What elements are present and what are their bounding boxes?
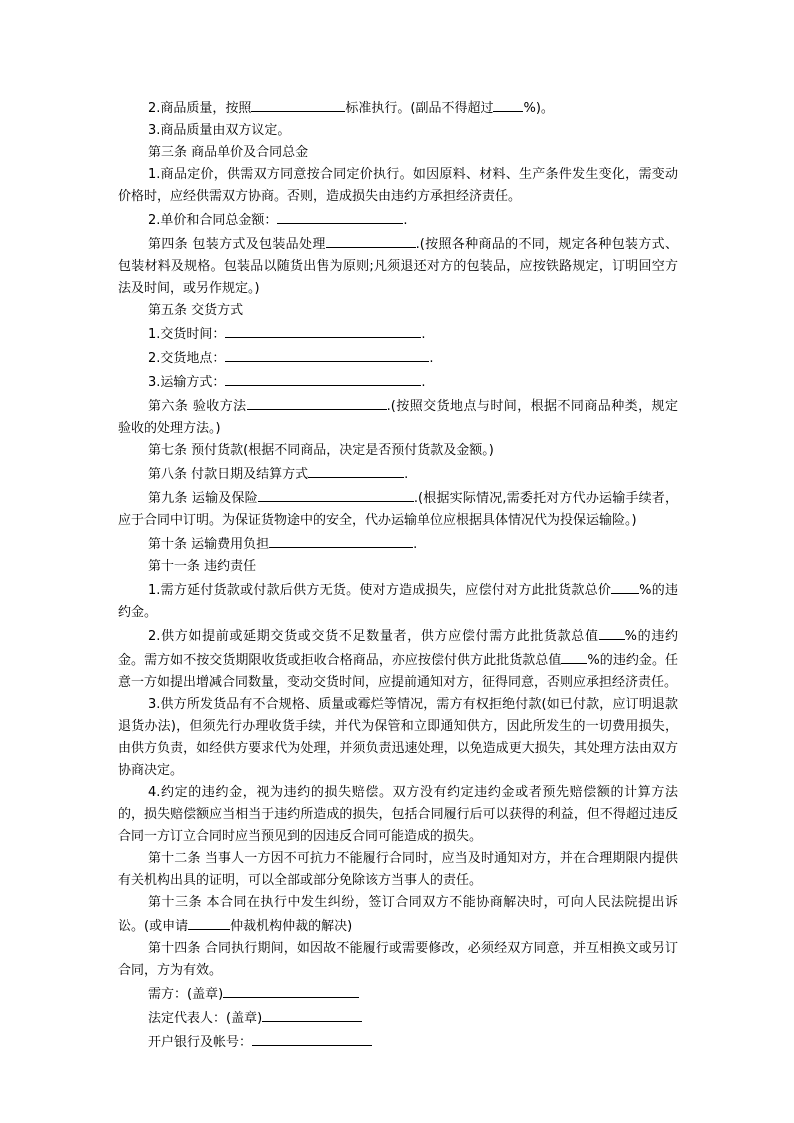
article-7-prepayment: 第七条 预付货款(根据不同商品，决定是否预付货款及金额。)	[148, 443, 494, 458]
liability-2b-blank	[561, 648, 587, 664]
bank-account-blank	[252, 1030, 372, 1046]
article-5-heading: 第五条 交货方式	[148, 303, 244, 318]
article-13-disputes: 第十三条 本合同在执行中发生纠纷，签订合同双方不能协商解决时，可向人民法院提出诉讼。(或申请 仲裁机构仲裁的解决)	[118, 895, 678, 934]
article-12-force-majeure: 第十二条 当事人一方因不可抗力不能履行合同时，应当及时通知对方，并在合理期限内提供有关机构出具的证明，可以全部或部分免除该方当事人的责任。	[118, 851, 678, 888]
freight-blank	[269, 532, 413, 548]
article-14-modification: 第十四条 合同执行期间，如因故不能履行或需要修改，必须经双方同意，并互相换文或另订合同，方为有效。	[118, 941, 678, 978]
article-6-inspection: 第六条 验收方法 .(按照交货地点与时间，根据不同商品种类，规定验收的处理方法。)	[118, 394, 678, 440]
payment-blank	[308, 462, 404, 478]
bank-account: 开户银行及帐号：	[118, 1030, 678, 1054]
arbitration-blank	[188, 914, 230, 930]
liability-3: 3.供方所发货品有不合规格、质量或霉烂等情况，需方有权拒绝付款(如已付款，应订明退款退货办法)，但须先行办理收货手续，并代为保管和立即通知供方，因此所发生的一切费用损失，由供方负责，如经供方要求代为处理，并须负责迅速处理，以免造成更大损失，其处理方法由双方协商决定。	[118, 697, 678, 778]
contract-page	[118, 96, 678, 1054]
legal-rep-blank	[262, 1006, 362, 1022]
clause-total-amount: 2.单价和合同总金额： .	[118, 208, 678, 232]
clause-quality-2: 2.商品质量，按照 标准执行。(副品不得超过 %)。	[118, 96, 678, 120]
liability-2a-blank	[599, 624, 625, 640]
standard-blank	[251, 96, 345, 112]
liability-1: 1.需方延付货款或付款后供方无货。使对方造成损失，应偿付对方此批货款总价 %的违约金。	[118, 578, 678, 624]
clause-pricing-1: 1.商品定价，供需双方同意按合同定价执行。如因原料、材料、生产条件发生变化，需变动价格时，应经供需双方协商。否则，造成损失由违约方承担经济责任。	[118, 167, 678, 204]
buyer-signature: 需方：(盖章)	[118, 982, 678, 1006]
legal-rep-signature: 法定代表人：(盖章)	[118, 1006, 678, 1030]
article-11-heading: 第十一条 违约责任	[148, 559, 257, 574]
buyer-signature-blank	[223, 982, 359, 998]
defect-percent-blank	[493, 96, 523, 112]
transport-method-blank	[225, 370, 421, 386]
liability-2: 2.供方如提前或延期交货或交货不足数量者，供方应偿付需方此批货款总值 %的违约金。需方如不按交货期限收货或拒收合格商品，亦应按偿付供方此批货款总值 %的违约金。任意一方如提出增减合同数量，变动交货时间，应提前通知对方，征得同意，否则应承担经济责任。	[118, 624, 678, 694]
delivery-time-blank	[225, 322, 421, 338]
total-amount-blank	[277, 208, 403, 224]
article-4-packaging: 第四条 包装方式及包装品处理 .(按照各种商品的不同，规定各种包装方式、包装材料及规格。包装品以随货出售为原则;凡须退还对方的包装品，应按铁路规定，订明回空方法及时间，或另作规定。)	[118, 232, 678, 300]
clause-quality-3: 3.商品质量由双方议定。	[148, 123, 291, 138]
delivery-place: 2.交货地点： .	[118, 346, 678, 370]
article-10-freight: 第十条 运输费用负担 .	[118, 532, 678, 556]
article-9-insurance: 第九条 运输及保险 .(根据实际情况,需委托对方代办运输手续者，应于合同中订明。为保证货物途中的安全，代办运输单位应根据具体情况代为投保运输险。)	[118, 486, 678, 532]
insurance-blank	[258, 486, 414, 502]
transport-method: 3.运输方式： .	[118, 370, 678, 394]
packaging-blank	[326, 232, 416, 248]
liability-1-blank	[611, 578, 639, 594]
liability-4: 4.约定的违约金，视为违约的损失赔偿。双方没有约定违约金或者预先赔偿额的计算方法的，损失赔偿额应当相当于违约所造成的损失，包括合同履行后可以获得的利益，但不得超过违反合同一方订立合同时应当预见到的因违反合同可能造成的损失。	[118, 785, 678, 844]
delivery-place-blank	[225, 346, 429, 362]
delivery-time: 1.交货时间： .	[118, 322, 678, 346]
article-8-payment: 第八条 付款日期及结算方式 .	[118, 462, 678, 486]
article-3-heading: 第三条 商品单价及合同总金	[148, 145, 309, 160]
inspection-blank	[247, 394, 387, 410]
